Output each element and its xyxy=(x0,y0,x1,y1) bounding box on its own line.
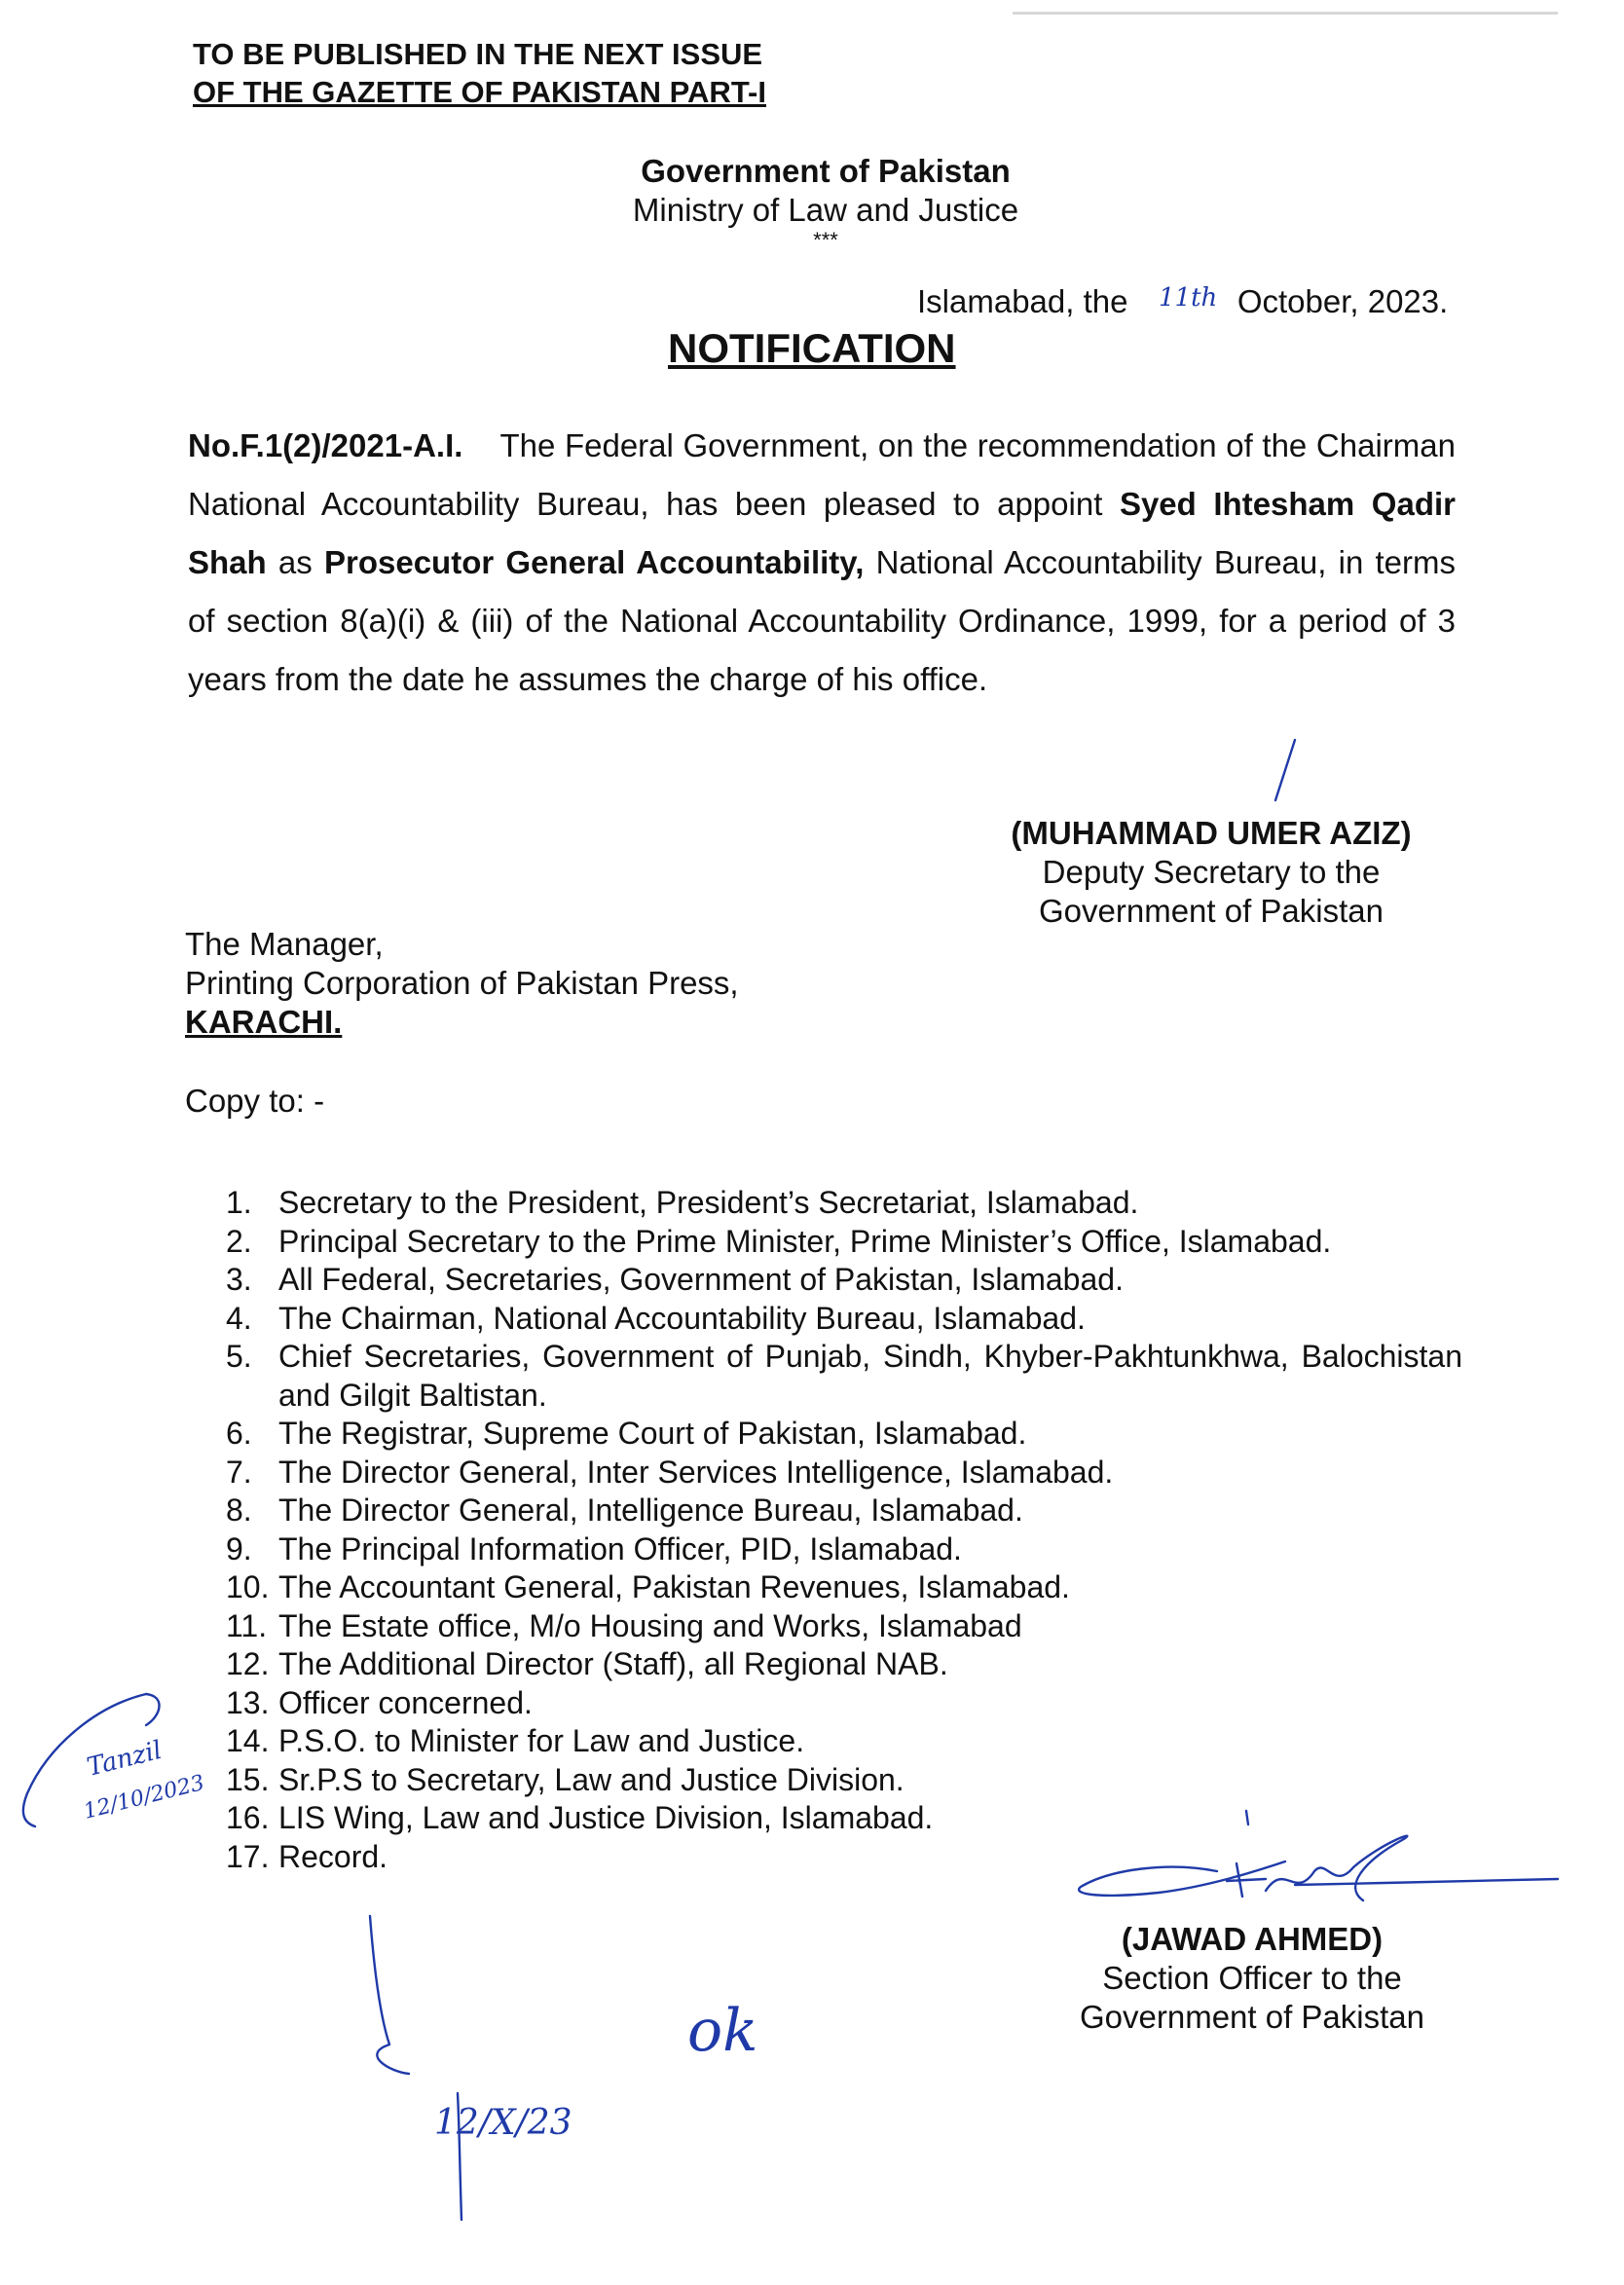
handwritten-bottom-date xyxy=(351,1908,662,2230)
copy-to-item-number: 3. xyxy=(226,1262,252,1297)
copy-to-item-text: The Estate office, M/o Housing and Works, Islamabad xyxy=(278,1607,1022,1643)
signatory-2-name: (JAWAD AHMED) xyxy=(1121,1921,1384,1957)
copy-to-item xyxy=(226,1338,1462,1415)
copy-to-item xyxy=(226,1761,1462,1800)
signatory-1-name: (MUHAMMAD UMER AZIZ) xyxy=(1011,815,1412,851)
copy-to-item xyxy=(226,1454,1462,1493)
copy-to-item-text: All Federal, Secretaries, Government of Pakistan, Islamabad. xyxy=(278,1262,1124,1297)
date-prefix: Islamabad, the xyxy=(917,283,1128,319)
svg-text:11th: 11th xyxy=(1159,283,1218,313)
copy-to-item-text: Secretary to the President, President’s Secretariat, Islamabad. xyxy=(278,1185,1139,1220)
copy-to-item-text: The Accountant General, Pakistan Revenues, Islamabad. xyxy=(278,1569,1070,1604)
copy-to-item xyxy=(226,1607,1462,1646)
copy-to-item-number: 2. xyxy=(226,1223,252,1259)
stars-separator: *** xyxy=(813,228,838,252)
government-title: Government of Pakistan xyxy=(641,153,1011,189)
addressee-line1: The Manager, xyxy=(185,926,384,962)
copy-to-item xyxy=(226,1568,1462,1607)
copy-to-item-text: LIS Wing, Law and Justice Division, Islamabad. xyxy=(278,1800,934,1835)
margin-note-date: 12/10/2023 xyxy=(81,1770,207,1824)
appointee-name: Syed Ihtesham Qadir Shah xyxy=(188,486,1456,580)
copy-to-item-number: 9. xyxy=(226,1530,252,1566)
copy-to-item-number: 7. xyxy=(226,1454,252,1490)
copy-to-item-number: 16. xyxy=(226,1800,270,1835)
signatory-block-1 xyxy=(989,814,1433,931)
copy-to-item-text: The Director General, Inter Services Intelligence, Islamabad. xyxy=(278,1454,1114,1490)
copy-to-item-text: Record. xyxy=(278,1838,388,1874)
handwritten-day xyxy=(1155,273,1223,315)
copy-to-item-number: 10. xyxy=(226,1569,270,1604)
handwritten-initials xyxy=(682,1986,808,2074)
copy-to-item-text: The Director General, Intelligence Bureau, Islamabad. xyxy=(278,1493,1023,1528)
copy-to-item xyxy=(226,1722,1462,1761)
addressee-city: KARACHI. xyxy=(185,1004,343,1040)
handwritten-margin-note xyxy=(10,1686,234,1852)
copy-to-item xyxy=(226,1492,1462,1530)
gazette-header xyxy=(193,35,766,111)
copy-to-item xyxy=(226,1530,1462,1569)
signatory-block-2 xyxy=(1038,1920,1466,2037)
copy-to-item-text: P.S.O. to Minister for Law and Justice. xyxy=(278,1723,805,1758)
copy-to-list xyxy=(226,1184,1462,1876)
gazette-header-line2: OF THE GAZETTE OF PAKISTAN PART-I xyxy=(193,75,766,109)
copy-to-item-number: 17. xyxy=(226,1838,270,1874)
copy-to-item xyxy=(226,1300,1462,1339)
notification-number: No.F.1(2)/2021-A.I. xyxy=(188,427,463,463)
copy-to-item-number: 11. xyxy=(226,1607,268,1643)
copy-to-item xyxy=(226,1223,1462,1262)
initials-text: ok xyxy=(687,1997,758,2065)
signatory-1-designation-1: Deputy Secretary to the xyxy=(1042,854,1381,890)
signature-tick-1 xyxy=(1266,736,1305,806)
bottom-date-text: 12/X/23 xyxy=(434,2103,572,2143)
copy-to-item xyxy=(226,1684,1462,1723)
ministry-block xyxy=(534,152,1118,251)
notification-text-2: as xyxy=(277,544,313,580)
copy-to-item-text: The Additional Director (Staff), all Regional NAB. xyxy=(278,1646,948,1681)
copy-to-item-number: 8. xyxy=(226,1493,252,1528)
notification-text-1: The Federal Government, on the recommendation of the Chairman National Accountability Bureau, has been pleased to appoint xyxy=(188,427,1456,522)
signatory-2-designation-1: Section Officer to the xyxy=(1102,1960,1402,1996)
copy-to-item xyxy=(226,1184,1462,1223)
copy-to-item xyxy=(226,1261,1462,1300)
copy-to-item-text: Sr.P.S to Secretary, Law and Justice Division. xyxy=(278,1761,904,1797)
gazette-header-line1: TO BE PUBLISHED IN THE NEXT ISSUE xyxy=(193,37,763,71)
notification-title: NOTIFICATION xyxy=(668,325,956,371)
ministry-title: Ministry of Law and Justice xyxy=(632,192,1019,228)
copy-to-item-number: 4. xyxy=(226,1300,252,1336)
addressee-line2: Printing Corporation of Pakistan Press, xyxy=(185,965,739,1001)
copy-to-item-number: 13. xyxy=(226,1684,270,1720)
signatory-2-designation-2: Government of Pakistan xyxy=(1079,1999,1424,2035)
signature-jawad-ahmed xyxy=(1071,1803,1568,1930)
copy-to-item-number: 6. xyxy=(226,1416,252,1451)
copy-to-item-number: 15. xyxy=(226,1761,270,1797)
appointed-position: Prosecutor General Accountability, xyxy=(323,544,865,580)
signatory-1-designation-2: Government of Pakistan xyxy=(1038,893,1384,929)
notification-body xyxy=(188,417,1456,709)
copy-to-item xyxy=(226,1415,1462,1454)
date-suffix: October, 2023. xyxy=(1236,283,1449,319)
copy-to-item-text: Officer concerned. xyxy=(278,1684,533,1720)
copy-to-item-text: The Registrar, Supreme Court of Pakistan, Islamabad. xyxy=(278,1416,1027,1451)
copy-to-item-number: 14. xyxy=(226,1723,270,1758)
notification-text-3: National Accountability Bureau, in terms of section 8(a)(i) & (iii) of the National Accountability Ordinance, 1999, for a period of 3 years from the date he assumes the charge of his office. xyxy=(188,544,1457,697)
margin-note-name: Tanzil xyxy=(84,1735,166,1783)
copy-to-item xyxy=(226,1645,1462,1684)
copy-to-item-text: Chief Secretaries, Government of Punjab, Sindh, Khyber-Pakhtunkhwa, Balochistan and Gilgit Baltistan. xyxy=(278,1339,1462,1413)
copy-to-item-text: Principal Secretary to the Prime Minister, Prime Minister’s Office, Islamabad. xyxy=(278,1223,1332,1259)
addressee-block xyxy=(185,925,739,1042)
copy-to-label: Copy to: - xyxy=(185,1083,325,1119)
copy-to-item-number: 12. xyxy=(226,1646,270,1681)
copy-to-item-number: 1. xyxy=(226,1185,252,1220)
copy-to-item-number: 5. xyxy=(226,1339,252,1374)
copy-to-item-text: The Chairman, National Accountability Bureau, Islamabad. xyxy=(278,1300,1086,1336)
copy-to-item-text: The Principal Information Officer, PID, Islamabad. xyxy=(278,1530,962,1566)
scan-artifact-line xyxy=(1013,12,1558,15)
